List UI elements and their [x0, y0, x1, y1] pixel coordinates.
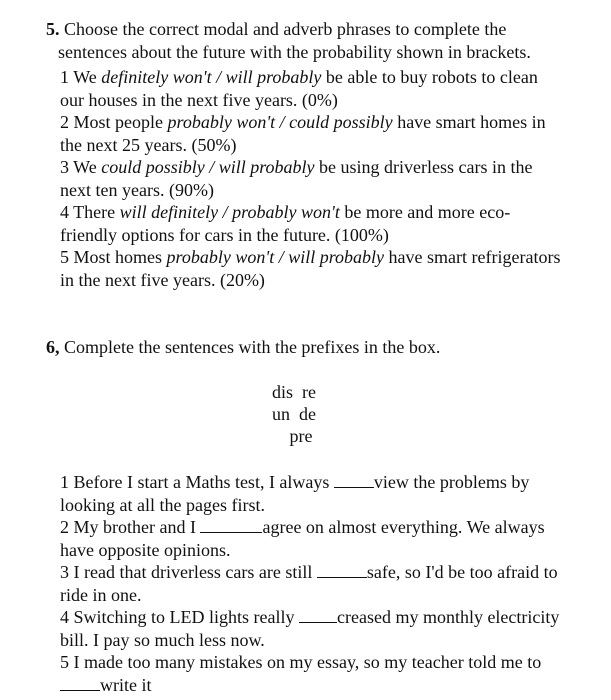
item-text: We — [73, 67, 102, 87]
answer-blank[interactable] — [334, 473, 374, 488]
exercise-6-item-2 — [60, 516, 575, 561]
exercise-6-item-1 — [60, 471, 575, 516]
item-number: 5 — [60, 247, 69, 267]
item-text: have smart homes in the next 25 years. (50%) — [60, 112, 546, 155]
item-text: There — [69, 202, 120, 222]
prefix-word: re — [302, 382, 316, 402]
item-number: 4 — [60, 202, 69, 222]
item-text: Before I start a Maths test, I always — [73, 472, 334, 492]
prefix-word: un — [272, 404, 290, 424]
exercise-5-instruction-text: Choose the correct modal and adverb phrases to complete the sentences about the future with the probability shown in brackets. — [58, 19, 531, 62]
item-options: could possibly / will probably — [101, 157, 315, 177]
item-options: probably won't / could possibly — [167, 112, 393, 132]
item-text: I read that driverless cars are still — [69, 562, 317, 582]
prefix-word: pre — [289, 426, 313, 446]
item-text: view the problems by looking at all the pages first. — [60, 472, 530, 515]
item-number: 1 — [60, 472, 74, 492]
item-text: Switching to LED lights really — [69, 607, 299, 627]
exercise-5-item-3 — [60, 156, 566, 201]
item-options: probably won't / will probably — [166, 247, 385, 267]
prefix-row — [254, 425, 334, 447]
item-text: My brother and I — [69, 517, 201, 537]
exercise-6-number: 6, — [46, 337, 60, 357]
exercise-5 — [46, 18, 566, 291]
exercise-6-item-4 — [60, 606, 575, 651]
item-text: safe, so I'd be too afraid to ride in one. — [60, 562, 558, 605]
item-number: 3 — [60, 157, 69, 177]
item-number: 3 — [60, 562, 69, 582]
item-number: 2 — [60, 112, 69, 132]
exercise-6-instruction — [46, 336, 576, 359]
item-text: Most people — [69, 112, 168, 132]
exercise-5-number: 5. — [46, 19, 60, 39]
exercise-6-item-5 — [60, 651, 575, 696]
exercise-5-item-2 — [60, 111, 566, 156]
answer-blank[interactable] — [299, 608, 337, 623]
exercise-5-instruction — [46, 18, 566, 63]
exercise-6 — [46, 336, 576, 359]
item-text: be using driverless cars in the next ten years. (90%) — [60, 157, 533, 200]
answer-blank[interactable] — [200, 518, 262, 533]
exercise-6-items — [60, 471, 575, 696]
item-text: creased my monthly electricity bill. I pay so much less now. — [60, 607, 560, 650]
item-options: will definitely / probably won't — [119, 202, 340, 222]
exercise-5-item-1 — [60, 66, 566, 111]
exercise-5-items — [46, 66, 566, 291]
prefix-word: dis — [272, 382, 294, 402]
exercise-5-item-5 — [60, 246, 566, 291]
prefix-box — [254, 381, 334, 447]
item-text: have smart refrigerators in the next five years. (20%) — [60, 247, 561, 290]
item-text: I made too many mistakes on my essay, so my teacher told me to — [69, 652, 542, 672]
prefix-row — [254, 381, 334, 403]
exercise-5-item-4 — [60, 201, 566, 246]
item-number: 2 — [60, 517, 69, 537]
exercise-6-instruction-text: Complete the sentences with the prefixes in the box. — [59, 337, 441, 357]
item-text: be more and more eco-friendly options for cars in the future. (100%) — [60, 202, 511, 245]
item-options: definitely won't / will probably — [101, 67, 322, 87]
item-text: agree on almost everything. We always have opposite opinions. — [60, 517, 545, 560]
prefix-word: de — [299, 404, 316, 424]
item-text: be able to buy robots to clean our houses in the next five years. (0%) — [60, 67, 538, 110]
item-number: 1 — [60, 67, 74, 87]
prefix-row — [254, 403, 334, 425]
exercise-6-item-3 — [60, 561, 575, 606]
item-text: write it — [100, 674, 152, 695]
answer-blank[interactable] — [60, 676, 100, 691]
item-number: 5 — [60, 652, 69, 672]
item-number: 4 — [60, 607, 69, 627]
item-text: We — [69, 157, 102, 177]
item-text: Most homes — [69, 247, 167, 267]
answer-blank[interactable] — [317, 563, 367, 578]
